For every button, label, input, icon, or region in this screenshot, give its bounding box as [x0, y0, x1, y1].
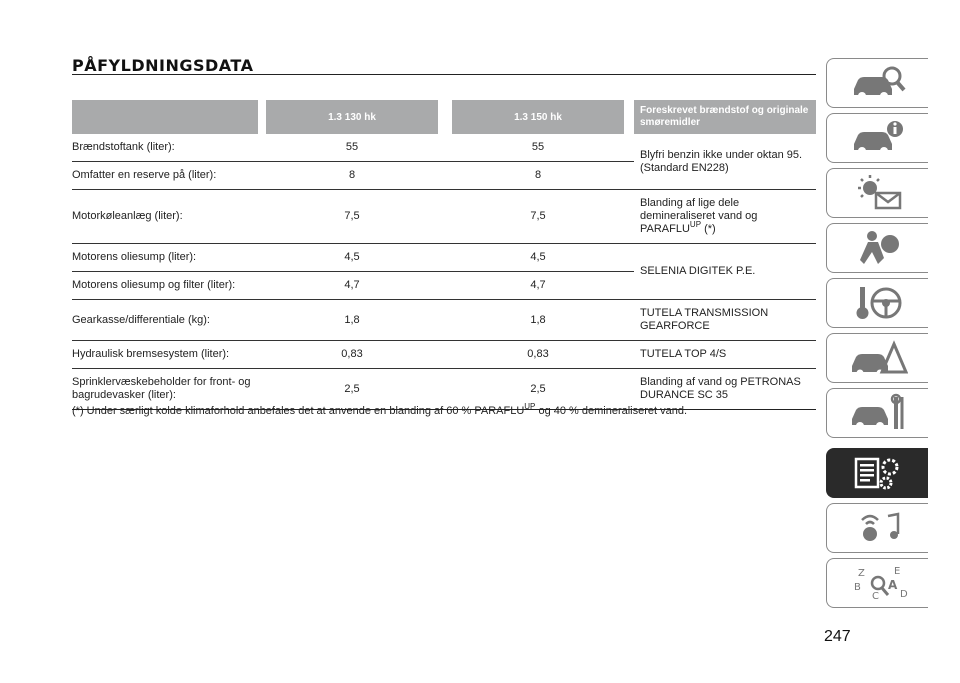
chapter-tab-warnings[interactable] [826, 168, 928, 218]
page-title: PÅFYLDNINGSDATA [72, 56, 254, 75]
value-130: 2,5 [266, 369, 438, 410]
value-130: 1,8 [266, 300, 438, 341]
alphabetical-index-icon [848, 563, 908, 603]
coolant-text: Blanding af lige dele demineraliseret vand og PARAFLU [640, 197, 758, 235]
chapter-tab-safety[interactable] [826, 223, 928, 273]
footnote-sup: UP [524, 402, 536, 411]
table-header-row [72, 100, 816, 134]
page-number: 247 [824, 628, 851, 645]
value-130: 0,83 [266, 341, 438, 369]
table-row [72, 369, 816, 410]
table-row [72, 190, 816, 244]
fluid-washer: Blanding af vand og PETRONAS DURANCE SC 35 [634, 369, 816, 410]
chapter-tab-multimedia[interactable] [826, 503, 928, 553]
row-label: Brændstoftank (liter): [72, 134, 258, 162]
chapter-tab-technical-data[interactable] [826, 448, 928, 498]
value-150: 0,83 [452, 341, 624, 369]
row-label: Hydraulisk bremsesystem (liter): [72, 341, 258, 369]
capacity-table [72, 100, 816, 410]
airbag-passenger-icon [848, 228, 908, 268]
row-label: Sprinklervæskebeholder for front- og bagrudevasker (liter): [72, 369, 258, 410]
svg-text:E: E [893, 566, 900, 577]
svg-text:A: A [887, 578, 897, 592]
car-magnifier-icon [848, 63, 908, 103]
header-blank-cell [72, 100, 258, 134]
value-150: 55 [452, 134, 624, 162]
row-label: Omfatter en reserve på (liter): [72, 162, 258, 190]
fluid-oil: SELENIA DIGITEK P.E. [634, 244, 816, 300]
technical-data-icon [848, 453, 908, 493]
key-steering-wheel-icon [848, 283, 908, 323]
car-breakdown-icon [848, 338, 908, 378]
title-rule [72, 74, 816, 75]
coolant-note: (*) [701, 223, 716, 235]
footnote-text-end: og 40 % demineraliseret vand. [535, 405, 688, 417]
row-label: Motorens oliesump (liter): [72, 244, 258, 272]
header-model-130: 1.3 130 hk [266, 100, 438, 134]
fluid-brake: TUTELA TOP 4/S [634, 341, 816, 369]
value-150: 8 [452, 162, 624, 190]
chapter-tab-maintenance[interactable] [826, 388, 928, 438]
chapter-tab-driving[interactable] [826, 278, 928, 328]
row-label: Motorens oliesump og filter (liter): [72, 272, 258, 300]
value-150: 7,5 [452, 190, 624, 244]
value-150: 4,7 [452, 272, 624, 300]
car-info-icon [848, 118, 908, 158]
chapter-tab-index[interactable] [826, 558, 928, 608]
header-model-150: 1.3 150 hk [452, 100, 624, 134]
warning-light-message-icon [848, 173, 908, 213]
svg-text:B: B [853, 582, 861, 593]
svg-text:Z: Z [857, 568, 865, 579]
table-row [72, 244, 816, 272]
fluid-coolant [634, 190, 816, 244]
row-label: Gearkasse/differentiale (kg): [72, 300, 258, 341]
header-fluid: Foreskrevet brændstof og originale smøremidler [634, 100, 816, 134]
footnote [72, 402, 688, 417]
value-130: 7,5 [266, 190, 438, 244]
car-service-tools-icon [848, 393, 908, 433]
chapter-tab-vehicle[interactable] [826, 58, 928, 108]
multimedia-icon [848, 508, 908, 548]
table-row [72, 300, 816, 341]
table-row [72, 341, 816, 369]
row-label: Motorkøleanlæg (liter): [72, 190, 258, 244]
fluid-fuel: Blyfri benzin ikke under oktan 95. (Standard EN228) [634, 134, 816, 190]
table-row [72, 134, 816, 162]
footnote-text: (*) Under særligt kolde klimaforhold anbefales det at anvende en blanding af 60 % PARAFLU [72, 405, 525, 417]
value-130: 8 [266, 162, 438, 190]
value-130: 55 [266, 134, 438, 162]
svg-text:C: C [871, 591, 879, 602]
value-130: 4,7 [266, 272, 438, 300]
chapter-tab-info[interactable] [826, 113, 928, 163]
value-130: 4,5 [266, 244, 438, 272]
svg-text:D: D [899, 589, 908, 600]
value-150: 2,5 [452, 369, 624, 410]
value-150: 4,5 [452, 244, 624, 272]
fluid-gearbox: TUTELA TRANSMISSION GEARFORCE [634, 300, 816, 341]
chapter-tab-emergency[interactable] [826, 333, 928, 383]
value-150: 1,8 [452, 300, 624, 341]
coolant-sup: UP [689, 220, 702, 229]
